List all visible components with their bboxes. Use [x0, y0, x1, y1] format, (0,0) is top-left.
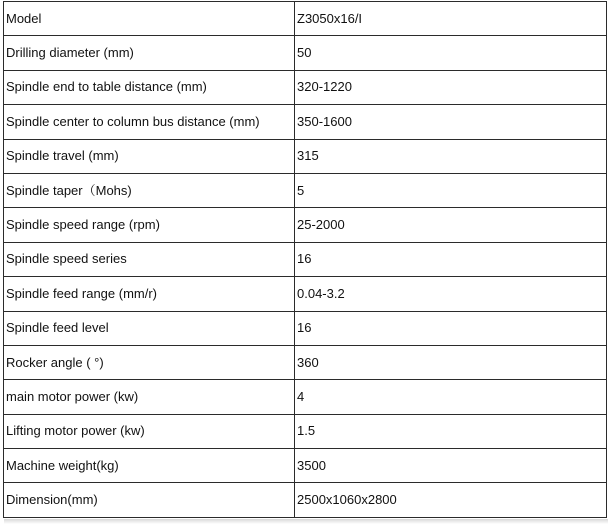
row-label: Spindle travel (mm) — [4, 139, 295, 173]
row-label: Rocker angle ( °) — [4, 345, 295, 379]
table-row — [4, 380, 607, 414]
row-value: 2500x1060x2800 — [295, 483, 607, 518]
row-label: Drilling diameter (mm) — [4, 36, 295, 70]
table-row — [4, 36, 607, 70]
row-value: 25-2000 — [295, 208, 607, 242]
row-value: 1.5 — [295, 414, 607, 448]
row-value: Z3050x16/I — [295, 2, 607, 36]
row-label: Spindle feed level — [4, 311, 295, 345]
row-value: 3500 — [295, 449, 607, 483]
table-row — [4, 208, 607, 242]
table-row — [4, 277, 607, 311]
table-row — [4, 2, 607, 36]
table-row — [4, 139, 607, 173]
row-value: 350-1600 — [295, 105, 607, 139]
row-label: Model — [4, 2, 295, 36]
table-row — [4, 345, 607, 379]
row-value: 0.04-3.2 — [295, 277, 607, 311]
row-value: 4 — [295, 380, 607, 414]
table-row — [4, 414, 607, 448]
table-row — [4, 105, 607, 139]
row-label: Dimension(mm) — [4, 483, 295, 518]
row-value: 320-1220 — [295, 70, 607, 104]
row-label: main motor power (kw) — [4, 380, 295, 414]
spec-table — [3, 1, 607, 518]
row-label: Machine weight(kg) — [4, 449, 295, 483]
row-label: Spindle taper（Mohs) — [4, 173, 295, 207]
table-bottom-shadow — [4, 519, 608, 524]
row-label: Lifting motor power (kw) — [4, 414, 295, 448]
table-row — [4, 483, 607, 518]
row-label: Spindle feed range (mm/r) — [4, 277, 295, 311]
row-label: Spindle speed series — [4, 242, 295, 276]
row-label: Spindle end to table distance (mm) — [4, 70, 295, 104]
row-value: 5 — [295, 173, 607, 207]
table-row — [4, 311, 607, 345]
row-value: 16 — [295, 242, 607, 276]
table-row — [4, 173, 607, 207]
table-row — [4, 70, 607, 104]
table-row — [4, 449, 607, 483]
row-value: 16 — [295, 311, 607, 345]
row-label: Spindle speed range (rpm) — [4, 208, 295, 242]
row-value: 315 — [295, 139, 607, 173]
row-value: 50 — [295, 36, 607, 70]
row-label: Spindle center to column bus distance (mm) — [4, 105, 295, 139]
table-row — [4, 242, 607, 276]
row-value: 360 — [295, 345, 607, 379]
